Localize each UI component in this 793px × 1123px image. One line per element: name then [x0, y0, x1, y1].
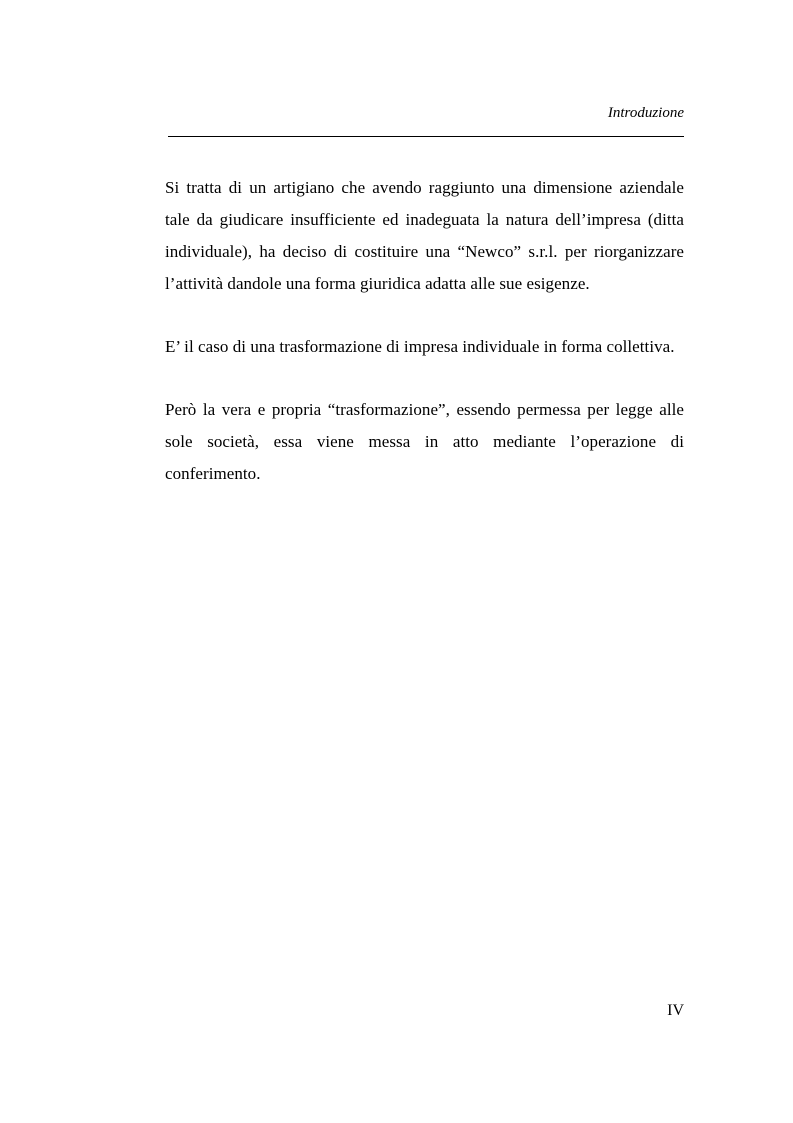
header-divider	[168, 136, 684, 137]
body-text	[165, 172, 684, 521]
paragraph-1: Si tratta di un artigiano che avendo raggiunto una dimensione aziendale tale da giudicare insufficiente ed inadeguata la natura dell’impresa (ditta individuale), ha deciso di costituire una “Newco” s.r.l. per riorganizzare l’attività dandole una forma giuridica adatta alle sue esigenze.	[165, 178, 684, 293]
page-number: IV	[667, 1002, 684, 1019]
paragraph-3: Però la vera e propria “trasformazione”, essendo permessa per legge alle sole società, essa viene messa in atto mediante l’operazione di conferimento.	[165, 400, 684, 483]
paragraph-2: E’ il caso di una trasformazione di impresa individuale in forma collettiva.	[165, 337, 675, 356]
running-header-title: Introduzione	[607, 105, 684, 121]
